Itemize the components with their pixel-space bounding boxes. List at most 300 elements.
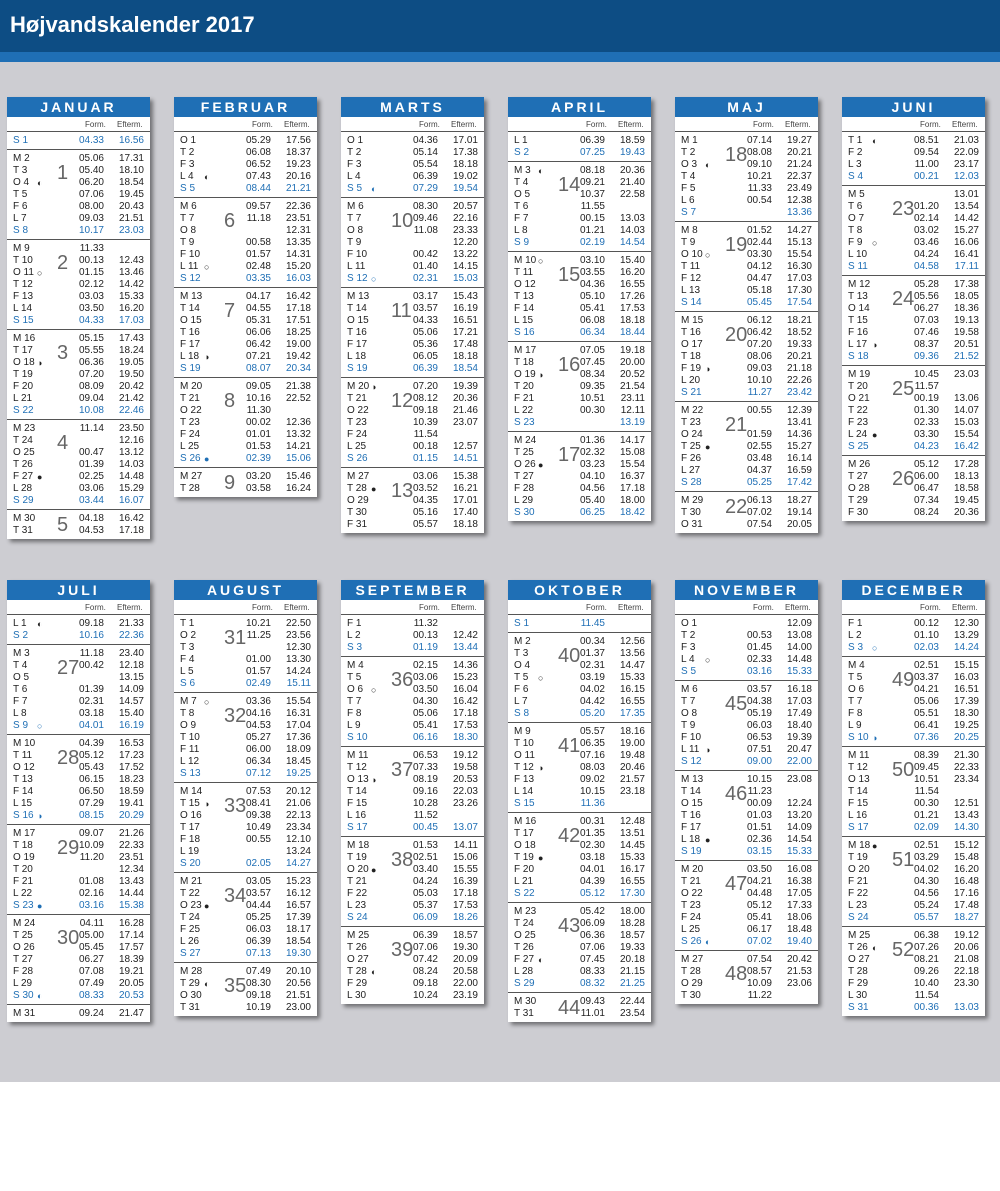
tide-morning: 03.30: [746, 249, 772, 260]
day-row: [842, 798, 985, 810]
day-label: T 16: [681, 327, 701, 338]
week-number: 39: [391, 939, 414, 961]
tide-afternoon: 14.48: [786, 654, 812, 665]
week-number: 23: [892, 198, 915, 220]
day-label: L 16: [347, 810, 367, 821]
week-block: [508, 161, 651, 251]
tide-morning: 07.49: [245, 966, 271, 977]
day-row: [341, 429, 484, 441]
day-label: T 30: [681, 507, 701, 518]
tide-morning: 06.36: [78, 357, 104, 368]
week-number: 34: [224, 885, 247, 907]
day-label: L 25: [681, 924, 701, 935]
day-label: L 21: [514, 876, 534, 887]
tide-afternoon: 16.28: [118, 918, 144, 929]
day-row: [508, 315, 651, 327]
day-row: [341, 405, 484, 417]
tide-afternoon: 18.13: [953, 471, 979, 482]
tide-morning: 05.41: [412, 720, 438, 731]
tide-morning: 08.00: [78, 201, 104, 212]
tide-afternoon: 19.00: [285, 339, 311, 350]
day-label: O 27: [347, 954, 369, 965]
tide-afternoon: 16.04: [452, 684, 478, 695]
day-label: L 8: [13, 708, 27, 719]
month-name: DECEMBER: [842, 580, 985, 600]
day-label: F 4: [180, 654, 195, 665]
day-row: [341, 147, 484, 159]
day-label: T 1: [180, 618, 195, 629]
tide-morning: 03.05: [245, 876, 271, 887]
day-label: L 11: [681, 744, 700, 755]
day-label: M 10: [514, 255, 537, 266]
tide-afternoon: 14.48: [118, 471, 144, 482]
day-label: L 4: [681, 654, 695, 665]
tide-morning: 09.04: [78, 393, 104, 404]
day-label: T 13: [13, 774, 33, 785]
day-label: F 17: [347, 339, 368, 350]
tide-afternoon: 21.53: [786, 966, 812, 977]
tide-afternoon: 13.20: [786, 810, 812, 821]
tide-afternoon: 23.56: [285, 630, 311, 641]
day-label: M 13: [681, 774, 704, 785]
week-block: [341, 287, 484, 377]
tide-morning: 03.40: [412, 864, 438, 875]
tide-afternoon: 17.01: [452, 495, 478, 506]
day-label: T 29: [180, 978, 200, 989]
day-row: [341, 762, 484, 774]
day-row: [842, 942, 985, 954]
day-row: [675, 207, 818, 219]
day-row: [7, 648, 150, 660]
day-label: S 9: [13, 720, 29, 731]
tide-morning: 04.53: [78, 525, 104, 536]
day-row: [508, 828, 651, 840]
tide-afternoon: 13.01: [953, 189, 979, 200]
week-number: 20: [725, 324, 748, 346]
tide-afternoon: 18.17: [285, 924, 311, 935]
day-label: T 23: [681, 417, 701, 428]
day-row: [842, 900, 985, 912]
tide-afternoon: 18.27: [786, 495, 812, 506]
day-row: [842, 441, 985, 453]
tide-morning: 00.21: [913, 171, 939, 182]
col-efterm: Efterm.: [451, 603, 477, 612]
day-label: O 22: [180, 405, 202, 416]
day-label: O 31: [681, 519, 703, 530]
tide-morning: 05.19: [746, 708, 772, 719]
day-row: [174, 846, 317, 858]
day-label: L 9: [347, 720, 361, 731]
tide-afternoon: 15.03: [452, 273, 478, 284]
tide-afternoon: 23.30: [953, 978, 979, 989]
tide-afternoon: 17.51: [285, 315, 311, 326]
day-row: [508, 189, 651, 201]
tide-afternoon: 22.50: [285, 618, 311, 629]
day-label: T 28: [848, 966, 868, 977]
tide-afternoon: 23.03: [118, 225, 144, 236]
tide-morning: 08.06: [746, 351, 772, 362]
tide-afternoon: 19.18: [619, 345, 645, 356]
tide-afternoon: 13.19: [619, 417, 645, 428]
tide-afternoon: 20.00: [619, 357, 645, 368]
tide-afternoon: 20.10: [285, 966, 311, 977]
day-label: M 6: [347, 201, 364, 212]
tide-morning: 03.06: [412, 672, 438, 683]
day-label: T 20: [848, 381, 868, 392]
day-label: L 13: [681, 285, 701, 296]
day-row: [675, 477, 818, 489]
col-efterm: Efterm.: [284, 603, 310, 612]
tide-morning: 02.51: [913, 660, 939, 671]
month-april: [508, 97, 651, 521]
day-label: S 16: [13, 810, 34, 821]
tide-afternoon: 19.13: [953, 315, 979, 326]
tide-morning: 01.03: [746, 810, 772, 821]
tide-afternoon: 17.54: [786, 297, 812, 308]
tide-morning: 04.47: [746, 273, 772, 284]
tide-afternoon: 20.18: [619, 954, 645, 965]
tide-morning: 11.54: [914, 990, 939, 1001]
week-block: [842, 131, 985, 185]
day-row: [174, 303, 317, 315]
day-row: [174, 936, 317, 948]
day-row: [7, 978, 150, 990]
tide-afternoon: 15.12: [953, 840, 979, 851]
tide-afternoon: 18.39: [118, 954, 144, 965]
day-label: O 24: [681, 429, 703, 440]
day-label: T 25: [681, 441, 701, 452]
day-row: [341, 249, 484, 261]
moon-phase-icon: ●: [538, 460, 544, 470]
day-label: S 9: [514, 237, 530, 248]
day-label: L 19: [180, 846, 200, 857]
tide-morning: 00.02: [245, 417, 271, 428]
day-label: T 25: [514, 447, 534, 458]
tide-afternoon: 14.45: [619, 840, 645, 851]
day-row: [842, 672, 985, 684]
day-label: O 5: [514, 189, 531, 200]
tide-afternoon: 14.31: [285, 249, 311, 260]
day-label: O 20: [347, 864, 369, 875]
day-row: [7, 672, 150, 684]
tide-morning: 03.06: [412, 471, 438, 482]
week-block: [341, 926, 484, 1004]
day-row: [7, 900, 150, 912]
tide-afternoon: 17.57: [118, 942, 144, 953]
day-row: [675, 744, 818, 756]
tide-afternoon: 19.27: [786, 135, 812, 146]
day-row: [842, 189, 985, 201]
day-row: [508, 201, 651, 213]
day-row: [675, 822, 818, 834]
day-row: [341, 327, 484, 339]
tide-morning: 10.16: [245, 393, 271, 404]
tide-morning: 04.02: [579, 684, 605, 695]
moon-phase-icon: ◑: [204, 352, 210, 362]
tide-afternoon: 12.10: [285, 834, 311, 845]
day-label: M 27: [681, 954, 704, 965]
day-row: [675, 990, 818, 1002]
moon-phase-icon: ○: [705, 655, 711, 665]
day-row: [174, 618, 317, 630]
day-label: S 19: [180, 363, 201, 374]
tide-morning: 02.39: [245, 453, 271, 464]
tide-morning: 02.49: [245, 678, 271, 689]
tide-afternoon: 15.13: [786, 237, 812, 248]
day-row: [675, 732, 818, 744]
tide-morning: 01.53: [412, 840, 438, 851]
day-row: [7, 684, 150, 696]
day-label: M 11: [848, 750, 870, 761]
day-label: M 27: [347, 471, 370, 482]
day-row: [7, 876, 150, 888]
tide-afternoon: 17.33: [786, 900, 812, 911]
tide-morning: 06.38: [913, 930, 939, 941]
week-block: [174, 614, 317, 692]
day-label: T 30: [347, 507, 367, 518]
day-label: T 9: [681, 237, 696, 248]
tide-afternoon: 20.53: [452, 774, 478, 785]
day-label: L 14: [514, 786, 534, 797]
day-label: T 2: [347, 147, 362, 158]
day-label: T 16: [347, 327, 367, 338]
day-row: [508, 237, 651, 249]
tide-morning: 03.37: [913, 672, 939, 683]
tide-morning: 03.16: [78, 900, 104, 911]
day-row: [508, 177, 651, 189]
day-label: M 5: [848, 189, 865, 200]
day-row: [341, 171, 484, 183]
tide-afternoon: 17.49: [786, 708, 812, 719]
day-row: [7, 696, 150, 708]
tide-afternoon: 17.52: [118, 762, 144, 773]
tide-morning: 09.18: [412, 978, 438, 989]
day-row: [842, 630, 985, 642]
tide-morning: 10.17: [78, 225, 104, 236]
day-label: T 18: [514, 357, 534, 368]
day-row: [675, 900, 818, 912]
tide-morning: 09.18: [78, 618, 104, 629]
day-label: M 9: [514, 726, 531, 737]
month-name: SEPTEMBER: [341, 580, 484, 600]
tide-afternoon: 17.36: [285, 732, 311, 743]
tide-morning: 04.33: [78, 135, 104, 146]
day-row: [675, 798, 818, 810]
tide-afternoon: 19.39: [786, 732, 812, 743]
tide-morning: 06.42: [746, 327, 772, 338]
tide-morning: 05.57: [412, 519, 438, 530]
tide-afternoon: 15.27: [786, 441, 812, 452]
tide-morning: 10.24: [412, 990, 438, 1001]
tide-morning: 00.09: [746, 798, 772, 809]
tide-morning: 05.55: [78, 345, 104, 356]
tide-afternoon: 13.03: [953, 1002, 979, 1013]
day-row: [174, 756, 317, 768]
tide-afternoon: 20.47: [786, 744, 812, 755]
tide-morning: 10.28: [412, 798, 438, 809]
day-row: [675, 936, 818, 948]
day-row: [7, 303, 150, 315]
week-block: [7, 914, 150, 1004]
tide-morning: 02.09: [913, 822, 939, 833]
tide-afternoon: 16.03: [953, 672, 979, 683]
tide-morning: 02.15: [412, 660, 438, 671]
week-number: 26: [892, 468, 915, 490]
tide-afternoon: 23.51: [285, 213, 311, 224]
tide-morning: 08.21: [913, 954, 939, 965]
day-label: S 29: [514, 978, 535, 989]
day-row: [842, 930, 985, 942]
day-row: [174, 810, 317, 822]
tide-afternoon: 13.43: [953, 810, 979, 821]
day-row: [174, 249, 317, 261]
day-row: [7, 405, 150, 417]
day-row: [174, 798, 317, 810]
tide-afternoon: 19.00: [619, 738, 645, 749]
day-label: T 2: [180, 147, 195, 158]
day-row: [7, 471, 150, 483]
day-label: T 19: [13, 369, 33, 380]
day-label: M 20: [347, 381, 370, 392]
tide-afternoon: 12.43: [118, 255, 144, 266]
day-label: M 9: [13, 243, 30, 254]
day-label: S 5: [681, 666, 697, 677]
tide-morning: 05.20: [579, 708, 605, 719]
day-row: [508, 618, 651, 630]
tide-afternoon: 16.08: [786, 864, 812, 875]
day-row: [174, 315, 317, 327]
col-efterm: Efterm.: [618, 120, 644, 129]
day-label: M 28: [180, 966, 203, 977]
tide-morning: 11.27: [747, 387, 772, 398]
day-row: [842, 696, 985, 708]
tide-afternoon: 18.52: [786, 327, 812, 338]
moon-phase-icon: ●: [37, 472, 43, 482]
tide-morning: 07.16: [579, 750, 605, 761]
col-form: Form.: [920, 603, 941, 612]
tide-afternoon: 17.18: [619, 483, 645, 494]
tide-morning: 05.40: [579, 495, 605, 506]
tide-morning: 09.26: [913, 966, 939, 977]
day-label: L 17: [848, 339, 868, 350]
tide-morning: 09.46: [412, 213, 438, 224]
day-label: M 15: [681, 315, 704, 326]
day-label: O 19: [514, 369, 536, 380]
week-block: [7, 734, 150, 824]
day-row: [675, 720, 818, 732]
week-number: 27: [57, 657, 80, 679]
tide-morning: 05.10: [579, 291, 605, 302]
tide-afternoon: 22.13: [285, 810, 311, 821]
day-row: [675, 171, 818, 183]
moon-phase-icon: ◑: [872, 733, 878, 743]
tide-afternoon: 13.46: [118, 267, 144, 278]
tide-morning: 04.02: [913, 864, 939, 875]
day-row: [341, 471, 484, 483]
day-row: [174, 351, 317, 363]
day-label: M 21: [180, 876, 203, 887]
tide-morning: 04.36: [412, 135, 438, 146]
day-label: M 2: [514, 636, 531, 647]
day-row: [7, 435, 150, 447]
day-row: [508, 726, 651, 738]
day-label: T 27: [848, 471, 868, 482]
day-row: [7, 942, 150, 954]
day-row: [341, 978, 484, 990]
tide-morning: 01.08: [78, 876, 104, 887]
moon-phase-icon: ◑: [538, 370, 544, 380]
tide-morning: 08.18: [579, 165, 605, 176]
day-label: M 4: [848, 660, 865, 671]
tide-morning: 10.40: [913, 978, 939, 989]
day-row: [7, 369, 150, 381]
day-row: [508, 762, 651, 774]
week-number: 25: [892, 378, 915, 400]
tide-afternoon: 20.36: [953, 507, 979, 518]
tide-morning: 04.10: [579, 471, 605, 482]
day-label: O 9: [180, 720, 197, 731]
tide-afternoon: 15.06: [452, 852, 478, 863]
tide-morning: 02.16: [78, 888, 104, 899]
moon-phase-icon: ○: [37, 268, 43, 278]
tide-morning: 00.55: [746, 405, 772, 416]
tide-afternoon: 16.38: [786, 876, 812, 887]
day-label: M 14: [180, 786, 203, 797]
day-label: F 27: [514, 954, 535, 965]
day-label: M 30: [13, 513, 36, 524]
day-label: T 24: [13, 435, 33, 446]
tide-afternoon: 15.46: [285, 471, 311, 482]
tide-morning: 02.55: [746, 441, 772, 452]
day-label: F 8: [347, 708, 362, 719]
day-row: [341, 237, 484, 249]
week-number: 18: [725, 144, 748, 166]
day-row: [174, 696, 317, 708]
day-row: [7, 954, 150, 966]
month-name: JANUAR: [7, 97, 150, 117]
day-row: [508, 267, 651, 279]
day-row: [842, 279, 985, 291]
day-label: F 3: [681, 642, 696, 653]
day-row: [341, 798, 484, 810]
day-label: T 10: [514, 738, 534, 749]
day-label: M 3: [13, 648, 30, 659]
day-label: O 14: [848, 303, 870, 314]
tide-morning: 01.59: [746, 429, 772, 440]
day-row: [508, 327, 651, 339]
tide-afternoon: 15.54: [786, 249, 812, 260]
month-januar: [7, 97, 150, 539]
tide-afternoon: 14.36: [786, 429, 812, 440]
title-underline: [0, 52, 1000, 62]
tide-morning: 02.33: [913, 417, 939, 428]
tide-afternoon: 23.34: [953, 774, 979, 785]
tide-morning: 03.06: [78, 483, 104, 494]
tide-afternoon: 17.18: [452, 708, 478, 719]
tide-morning: 09.54: [913, 147, 939, 158]
tide-afternoon: 19.43: [619, 147, 645, 158]
tide-morning: 02.05: [245, 858, 271, 869]
day-row: [508, 435, 651, 447]
day-row: [508, 750, 651, 762]
tide-morning: 02.33: [746, 654, 772, 665]
day-row: [341, 363, 484, 375]
day-row: [508, 291, 651, 303]
day-label: O 19: [13, 852, 35, 863]
tide-morning: 03.57: [746, 684, 772, 695]
day-label: T 12: [514, 762, 534, 773]
day-label: S 22: [13, 405, 34, 416]
